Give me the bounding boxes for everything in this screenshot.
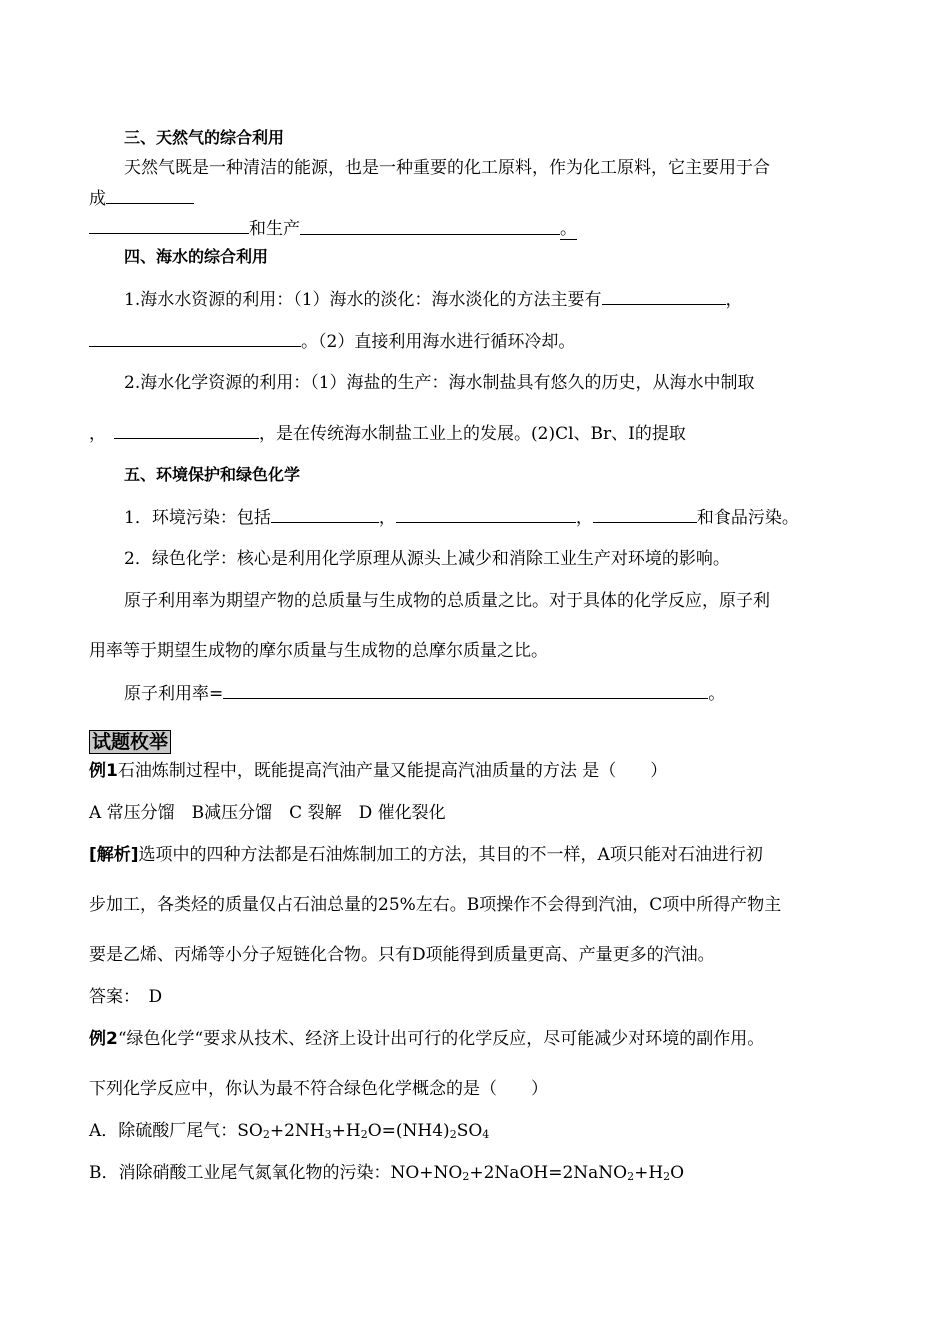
section-5-paragraph-line-1: 原子利用率为期望产物的总质量与生成物的总质量之比。对于具体的化学反应，原子利: [124, 591, 770, 611]
item-1-text: 1．环境污染：包括: [124, 508, 271, 528]
option-a-label: A．除硫酸厂尾气：: [89, 1121, 238, 1141]
section-5-item-2: 2．绿色化学：核心是利用化学原理从源头上减少和消除工业生产对环境的影响。: [124, 549, 730, 569]
fill-blank[interactable]: [300, 218, 560, 234]
period: 。: [560, 219, 577, 239]
section-4-item-2-line-2: [89, 422, 686, 445]
examples-tag-row: [89, 730, 171, 755]
period: 。: [708, 684, 726, 704]
item-2-continuation: ，是在传统海水制盐工业上的发展。(2)Cl、Br、I的提取: [259, 424, 686, 444]
example-1-text: 石油炼制过程中，既能提高汽油产量又能提高汽油质量的方法 是（ ）: [117, 761, 668, 781]
example-2-option-a: [89, 1120, 489, 1142]
comma: ，: [89, 424, 106, 444]
example-2-text: “绿色化学“要求从技术、经济上设计出可行的化学反应，尽可能减少对环境的副作用。: [117, 1029, 765, 1049]
analysis-label: [解析]: [89, 845, 139, 865]
fill-blank[interactable]: [89, 217, 249, 234]
fill-blank[interactable]: [602, 288, 726, 305]
section-3-heading: 三、天然气的综合利用: [124, 128, 285, 147]
example-1-options: A 常压分馏 B减压分馏 C 裂解 D 催化裂化: [89, 803, 446, 823]
fill-blank[interactable]: [271, 506, 379, 523]
example-2-question-line-2: 下列化学反应中，你认为最不符合绿色化学概念的是（ ）: [89, 1079, 548, 1099]
section-5-heading: 五、环境保护和绿色化学: [124, 465, 301, 484]
example-2-option-b: [89, 1162, 684, 1184]
item-1-continuation: 。（2）直接利用海水进行循环冷却。: [301, 332, 576, 352]
section-5-paragraph-line-2: 用率等于期望生成物的摩尔质量与生成物的总摩尔质量之比。: [89, 641, 548, 661]
comma: ，: [378, 508, 396, 528]
section-3-paragraph-line-2: [89, 187, 194, 210]
comma: ，: [575, 508, 593, 528]
example-1-answer: 答案： D: [89, 987, 163, 1007]
fill-blank[interactable]: [106, 187, 194, 204]
analysis-line-3: 要是乙烯、丙烯等小分子短链化合物。只有D项能得到质量更高、产量更多的汽油。: [89, 945, 715, 965]
section-4-item-2-line-1: 2.海水化学资源的利用：（1）海盐的生产：海水制盐具有悠久的历史，从海水中制取: [124, 373, 755, 393]
example-1-label: 例1: [89, 761, 118, 781]
text-and-produce: 和生产: [249, 219, 300, 239]
analysis-line-2: 步加工，各类烃的质量仅占石油总量的25%左右。B项操作不会得到汽油，C项中所得产物主: [89, 895, 782, 915]
analysis-line-1: [89, 844, 763, 866]
section-4-item-1-line-1: [124, 288, 743, 311]
example-2-label: 例2: [89, 1029, 118, 1049]
comma: ，: [725, 290, 743, 310]
examples-tag: 试题枚举: [89, 730, 171, 754]
option-a-equation: $SO_2+2NH_3+H_2O=(NH4)_2SO_4$: [237, 1121, 490, 1141]
text-cheng: 成: [89, 189, 106, 209]
item-1-end: 和食品污染。: [696, 508, 799, 528]
fill-blank[interactable]: [89, 330, 301, 347]
fill-blank[interactable]: [396, 506, 576, 523]
example-2-question-line-1: [89, 1028, 764, 1050]
section-4-heading: 四、海水的综合利用: [124, 247, 269, 266]
section-3-paragraph-line-1: 天然气既是一种清洁的能源，也是一种重要的化工原料，作为化工原料，它主要用于合: [124, 158, 770, 178]
atom-utilization-formula: [124, 682, 725, 705]
fill-blank[interactable]: [114, 422, 259, 439]
fill-blank[interactable]: [223, 682, 708, 699]
section-4-item-1-line-2: [89, 330, 575, 353]
item-1-text: 1.海水水资源的利用：（1）海水的淡化：海水淡化的方法主要有: [124, 290, 602, 310]
option-b-equation: $NO+NO_2+2NaOH=2NaNO_2+H_2O$: [390, 1163, 685, 1183]
formula-label: 原子利用率=: [124, 684, 224, 704]
analysis-text: 选项中的四种方法都是石油炼制加工的方法，其目的不一样，A项只能对石油进行初: [138, 845, 763, 865]
example-1-question: [89, 760, 667, 782]
option-b-label: B．消除硝酸工业尾气氮氧化物的污染：: [89, 1163, 391, 1183]
fill-blank[interactable]: [593, 506, 697, 523]
section-5-item-1: [124, 506, 799, 529]
section-3-paragraph-line-3: [89, 217, 577, 240]
